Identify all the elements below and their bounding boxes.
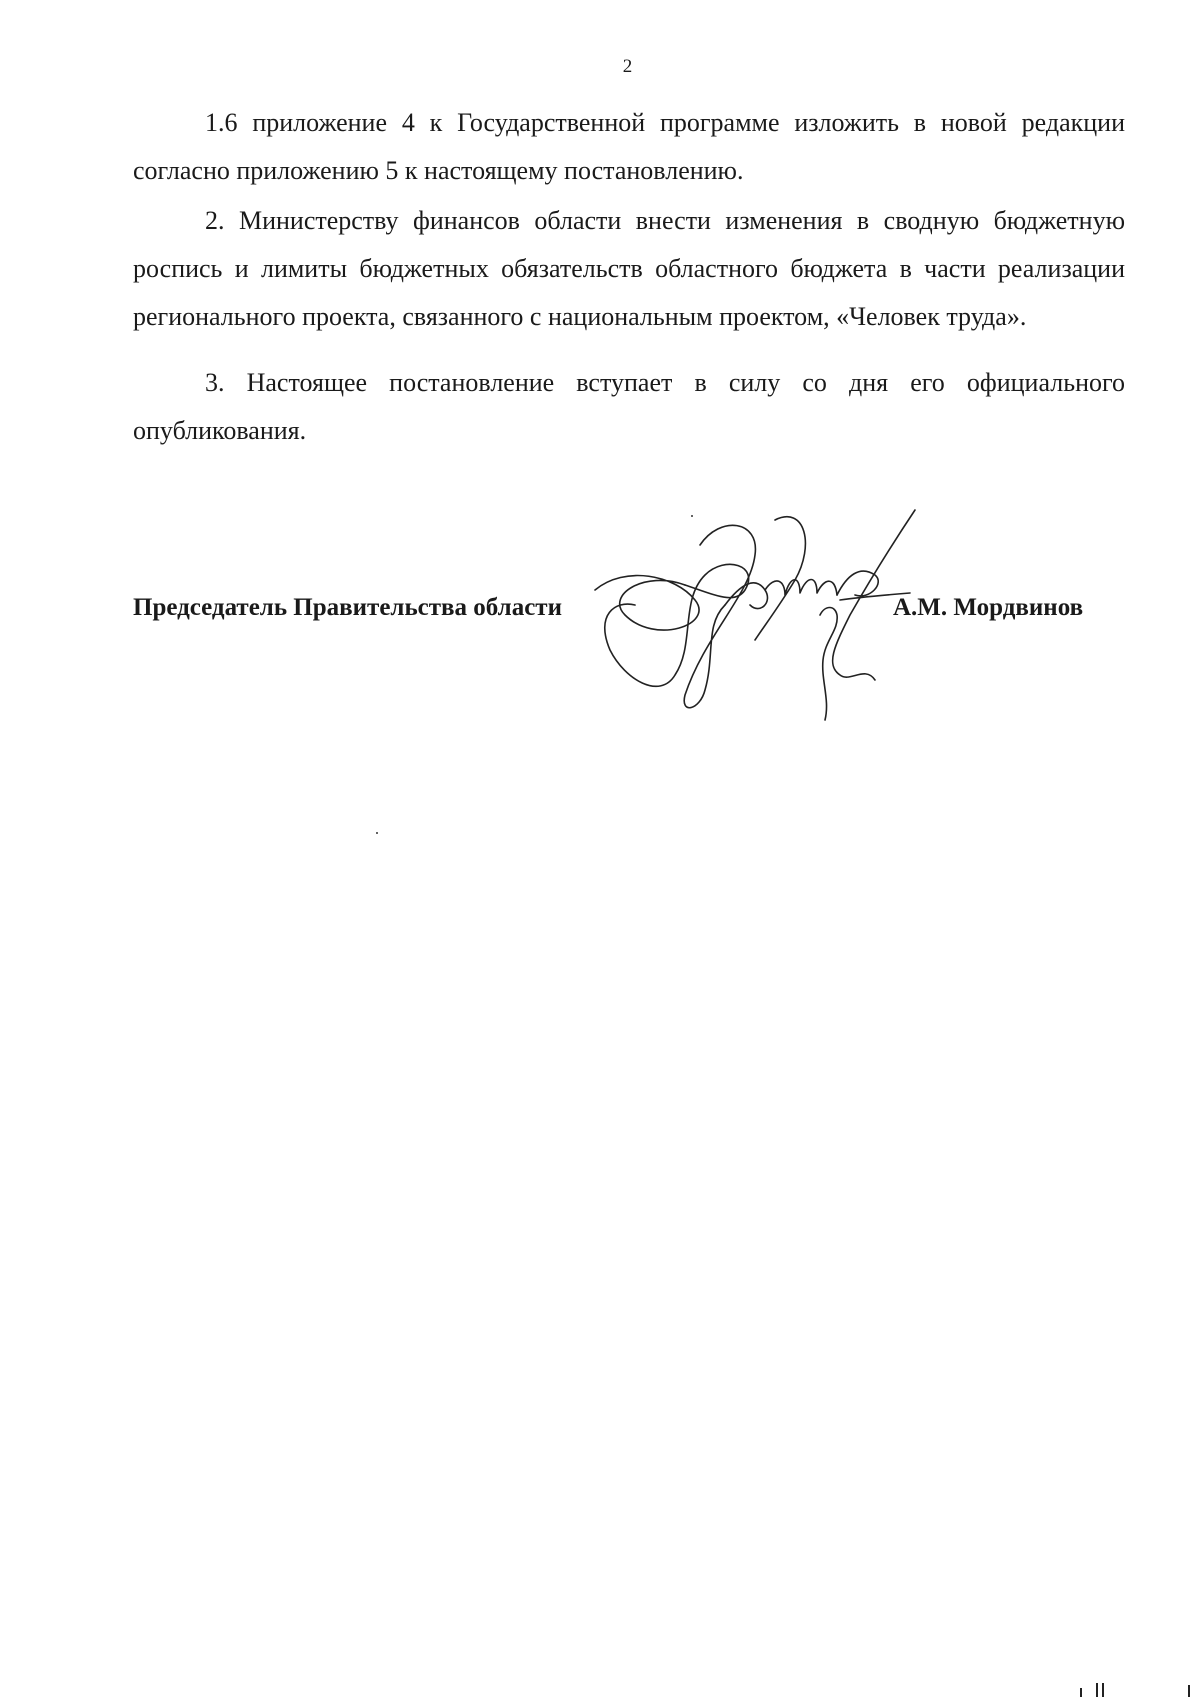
scan-speck <box>691 515 693 517</box>
paragraph-item-2: 2. Министерству финансов области внести изменения в сводную бюджетную роспись и лимиты бюджетных обязательств областного бюджета в части реализации регионального проекта, связанного с национальным проектом, «Человек труда». <box>133 206 1125 331</box>
paragraph-item-1-6: 1.6 приложение 4 к Государственной программе изложить в новой редакции согласно приложению 5 к настоящему постановлению. <box>133 108 1125 185</box>
paragraph-item-3: 3. Настоящее постановление вступает в силу со дня его официального опубликования. <box>133 368 1125 445</box>
signatory-position: Председатель Правительства области <box>133 594 562 621</box>
scan-edge-marks <box>1060 1683 1200 1697</box>
handwritten-signature <box>585 505 945 730</box>
signatory-name: А.М. Мордвинов <box>893 594 1084 621</box>
scan-speck <box>376 832 378 834</box>
page-number: 2 <box>622 56 633 77</box>
